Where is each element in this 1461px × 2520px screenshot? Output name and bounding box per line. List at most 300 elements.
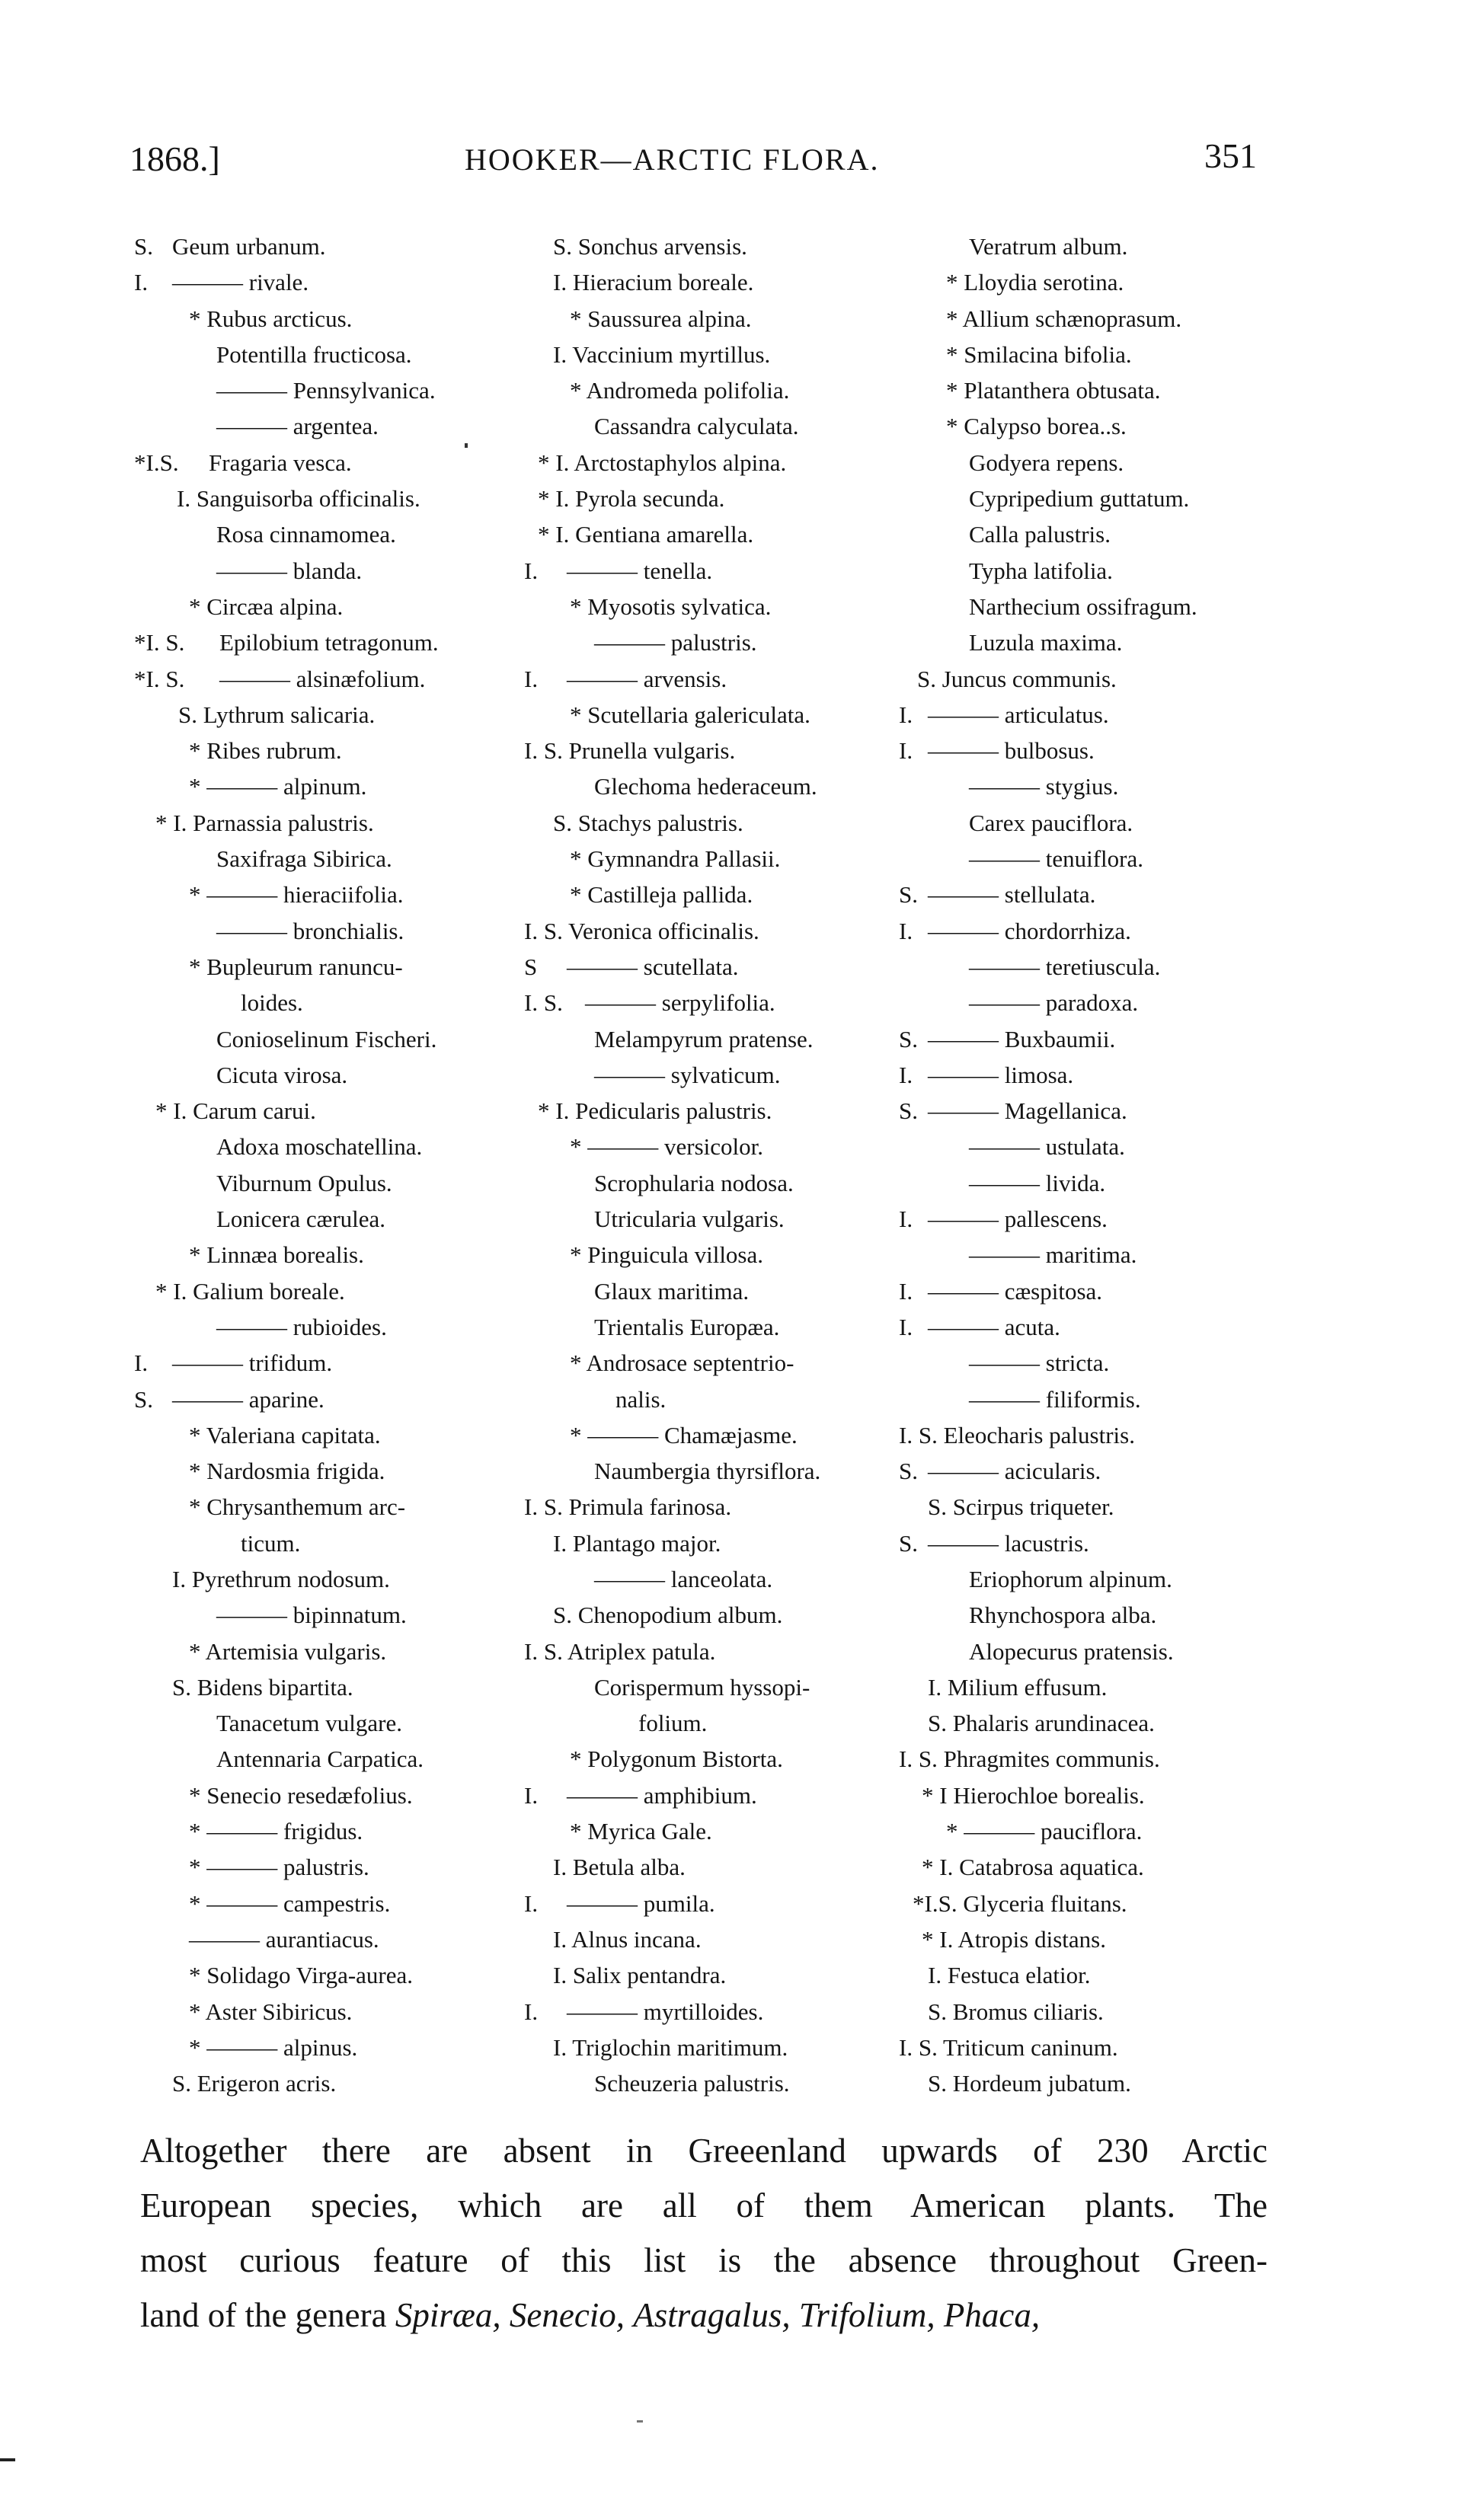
species-name: Cassandra calyculata.	[594, 413, 799, 440]
species-entry	[134, 1489, 530, 1525]
species-entry	[524, 1273, 920, 1309]
region-marker: I.	[899, 917, 913, 944]
species-entry	[524, 1201, 920, 1237]
species-entry	[899, 1309, 1295, 1345]
species-name: S. Bromus ciliaris.	[928, 1998, 1104, 2025]
region-marker: I.	[134, 269, 149, 296]
species-entry	[899, 2030, 1295, 2065]
species-name: Corispermum hyssopi-	[594, 1673, 810, 1701]
species-entry	[524, 372, 920, 408]
species-entry	[524, 1309, 920, 1345]
species-name: S. Stachys palustris.	[553, 809, 743, 836]
print-speck	[637, 2420, 643, 2423]
species-name: * Ribes rubrum.	[189, 737, 342, 765]
species-name: Cicuta virosa.	[216, 1061, 348, 1088]
species-entry	[134, 1597, 530, 1633]
species-name: * Nardosmia frigida.	[189, 1458, 385, 1485]
species-name: S. Hordeum jubatum.	[928, 2070, 1131, 2097]
species-name: I. S. Phragmites communis.	[899, 1745, 1160, 1773]
species-entry	[134, 1849, 530, 1885]
species-name: * I. Galium boreale.	[155, 1277, 345, 1305]
species-name: Scrophularia nodosa.	[594, 1169, 794, 1196]
species-entry	[524, 1886, 920, 1921]
species-entry	[899, 1886, 1295, 1921]
region-marker: I. S.	[524, 989, 563, 1017]
species-name: ——— aparine.	[172, 1385, 324, 1413]
region-marker: I.	[524, 665, 539, 692]
species-name: I. S. Prunella vulgaris.	[524, 737, 736, 765]
species-name: * ——— pauciflora.	[946, 1818, 1143, 1845]
species-entry	[134, 301, 530, 337]
species-entry	[899, 1453, 1295, 1489]
species-entry	[134, 1057, 530, 1093]
species-name: ——— acuta.	[928, 1313, 1060, 1340]
species-entry	[524, 1994, 920, 2030]
species-name: ——— lanceolata.	[594, 1565, 773, 1592]
header-year: 1868.]	[129, 139, 220, 178]
species-name: S. Phalaris arundinacea.	[928, 1710, 1155, 1737]
species-name: * Platanthera obtusata.	[946, 377, 1161, 404]
species-name: Conioselinum Fischeri.	[216, 1025, 437, 1052]
species-name: ——— blanda.	[216, 557, 363, 584]
species-name: * ——— hieraciifolia.	[189, 881, 404, 909]
species-name: S. Scirpus triqueter.	[928, 1493, 1114, 1521]
running-header	[129, 136, 1257, 200]
species-entry	[134, 1021, 530, 1057]
species-name: ——— chordorrhiza.	[928, 917, 1131, 944]
species-entry	[524, 1057, 920, 1093]
species-name: Cypripedium guttatum.	[969, 485, 1190, 513]
species-entry	[899, 228, 1295, 264]
species-name: S. Erigeron acris.	[172, 2070, 337, 2097]
genus-name: Senecio,	[509, 2296, 625, 2334]
species-entry	[899, 445, 1295, 481]
species-name: ——— tenella.	[567, 557, 713, 584]
species-entry	[134, 1886, 530, 1921]
genus-name: Trifolium,	[798, 2296, 935, 2334]
species-entry	[899, 1237, 1295, 1273]
species-entry	[134, 1453, 530, 1489]
species-name: I. S. Primula farinosa.	[524, 1493, 732, 1521]
species-name: I. Sanguisorba officinalis.	[177, 485, 420, 513]
region-marker: S.	[899, 1458, 918, 1485]
species-name: ——— aurantiacus.	[189, 1925, 379, 1953]
species-name: Alopecurus pratensis.	[969, 1637, 1174, 1665]
species-entry	[134, 264, 530, 300]
species-name: * I. Gentiana amarella.	[538, 521, 754, 548]
species-entry	[899, 1021, 1295, 1057]
species-name: Antennaria Carpatica.	[216, 1745, 424, 1773]
species-name: * I Hierochloe borealis.	[922, 1781, 1145, 1809]
species-name: * Polygonum Bistorta.	[570, 1745, 783, 1773]
species-entry	[134, 1273, 530, 1309]
species-entry	[134, 841, 530, 877]
species-entry	[134, 1741, 530, 1777]
species-name: Luzula maxima.	[969, 629, 1123, 656]
species-entry	[134, 949, 530, 985]
species-entry	[134, 805, 530, 841]
species-entry	[524, 228, 920, 264]
species-name: I. Vaccinium myrtillus.	[553, 340, 771, 368]
species-entry	[899, 1489, 1295, 1525]
region-marker: S.	[134, 233, 153, 260]
species-entry	[134, 1237, 530, 1273]
species-entry	[899, 661, 1295, 697]
species-entry	[524, 2030, 920, 2065]
species-name: * Allium schænoprasum.	[946, 305, 1182, 332]
species-entry	[524, 1849, 920, 1885]
species-name: * I. Carum carui.	[155, 1097, 316, 1125]
species-entry	[899, 1705, 1295, 1741]
species-name: * ——— palustris.	[189, 1854, 369, 1881]
species-name: ——— cæspitosa.	[928, 1277, 1103, 1305]
species-entry	[134, 1417, 530, 1453]
species-entry	[134, 1813, 530, 1849]
species-name: I. Hieracium boreale.	[553, 269, 754, 296]
region-marker: I.	[899, 701, 913, 728]
species-entry	[524, 1777, 920, 1813]
species-entry	[899, 1381, 1295, 1417]
species-name: Geum urbanum.	[172, 233, 326, 260]
species-entry	[899, 949, 1295, 985]
species-name: ——— bipinnatum.	[216, 1602, 407, 1629]
species-entry	[524, 1129, 920, 1164]
species-name: * Calypso borea..s.	[946, 413, 1127, 440]
species-name: I. Plantago major.	[553, 1529, 721, 1557]
species-name: I. S. Veronica officinalis.	[524, 917, 759, 944]
species-name: ——— stellulata.	[928, 881, 1096, 909]
species-entry	[134, 337, 530, 372]
species-entry	[899, 1994, 1295, 2030]
species-column-1	[134, 228, 530, 2101]
species-entry	[524, 1237, 920, 1273]
species-entry	[134, 733, 530, 768]
species-entry	[524, 733, 920, 768]
region-marker: I.	[524, 1889, 539, 1917]
species-entry	[134, 516, 530, 552]
species-entry	[134, 1201, 530, 1237]
region-marker: I.	[899, 1277, 913, 1305]
species-entry	[899, 408, 1295, 444]
species-name: Epilobium tetragonum.	[219, 629, 439, 656]
species-entry	[134, 1777, 530, 1813]
header-title: HOOKER—ARCTIC FLORA.	[465, 142, 880, 177]
species-name: ——— acicularis.	[928, 1458, 1101, 1485]
species-entry	[899, 516, 1295, 552]
species-entry	[899, 372, 1295, 408]
species-entry	[899, 805, 1295, 841]
species-entry	[524, 445, 920, 481]
species-name: * Myrica Gale.	[570, 1818, 712, 1845]
species-entry	[899, 1597, 1295, 1633]
region-marker: S.	[899, 881, 918, 909]
species-entry	[134, 1705, 530, 1741]
species-entry	[524, 1525, 920, 1561]
region-marker: I.	[134, 1349, 149, 1377]
species-entry	[899, 1093, 1295, 1129]
species-name: * Linnæa borealis.	[189, 1241, 364, 1269]
species-entry	[899, 1525, 1295, 1561]
species-entry	[899, 768, 1295, 804]
species-name: * Chrysanthemum arc-	[189, 1493, 406, 1521]
species-name: S. Lythrum salicaria.	[178, 701, 376, 728]
region-marker: S.	[134, 1385, 153, 1413]
paragraph-line: European species, which are all of them American plants. The	[140, 2186, 1268, 2225]
species-entry	[899, 877, 1295, 912]
region-marker: I.	[899, 1061, 913, 1088]
species-name: S. Bidens bipartita.	[172, 1673, 353, 1701]
species-entry	[524, 264, 920, 300]
species-name: ——— scutellata.	[567, 953, 739, 980]
species-name: ——— stygius.	[969, 773, 1119, 800]
species-name: ——— filiformis.	[969, 1385, 1141, 1413]
species-name: ——— limosa.	[928, 1061, 1074, 1088]
species-entry	[524, 877, 920, 912]
species-entry	[524, 913, 920, 949]
species-name: * Bupleurum ranuncu-	[189, 953, 403, 980]
species-name: * Lloydia serotina.	[946, 269, 1124, 296]
species-entry	[524, 1813, 920, 1849]
species-entry	[899, 1165, 1295, 1201]
species-name: ——— ustulata.	[969, 1133, 1125, 1161]
species-name: * Saussurea alpina.	[570, 305, 752, 332]
species-name: ——— palustris.	[594, 629, 757, 656]
species-entry	[524, 985, 920, 1020]
species-entry	[899, 481, 1295, 516]
species-entry	[134, 1669, 530, 1705]
paragraph-text: land of the genera	[140, 2296, 395, 2334]
species-name: nalis.	[615, 1385, 667, 1413]
species-name: ——— sylvaticum.	[594, 1061, 781, 1088]
species-name: * Artemisia vulgaris.	[189, 1637, 387, 1665]
species-entry	[524, 1957, 920, 1993]
species-name: ticum.	[241, 1529, 301, 1557]
species-entry	[134, 1093, 530, 1129]
species-name: ——— argentea.	[216, 413, 379, 440]
species-name: * Smilacina bifolia.	[946, 340, 1132, 368]
species-name: I. Pyrethrum nodosum.	[172, 1565, 390, 1592]
paragraph-line: Altogether there are absent in Greeenland upwards of 230 Arctic	[140, 2132, 1268, 2170]
paragraph-line	[140, 2288, 1268, 2343]
species-name: Calla palustris.	[969, 521, 1111, 548]
species-entry	[899, 1957, 1295, 1993]
species-entry	[134, 228, 530, 264]
species-name: ——— stricta.	[969, 1349, 1110, 1377]
species-name: Utricularia vulgaris.	[594, 1206, 785, 1233]
species-entry	[134, 1525, 530, 1561]
species-entry	[134, 1994, 530, 2030]
species-entry	[134, 553, 530, 589]
species-entry	[524, 2065, 920, 2101]
species-name: I. S. Triticum caninum.	[899, 2033, 1118, 2061]
species-entry	[899, 264, 1295, 300]
region-marker: I.	[524, 557, 539, 584]
species-entry	[134, 445, 530, 481]
species-name: ——— Pennsylvanica.	[216, 377, 436, 404]
species-entry	[524, 841, 920, 877]
region-marker: *I. S.	[134, 629, 185, 656]
species-entry	[134, 2065, 530, 2101]
species-name: Trientalis Europæa.	[594, 1313, 780, 1340]
species-entry	[899, 697, 1295, 733]
species-name: ——— bulbosus.	[928, 737, 1095, 765]
species-name: I. Alnus incana.	[553, 1925, 702, 1953]
species-name: * ——— frigidus.	[189, 1818, 363, 1845]
species-entry	[899, 624, 1295, 660]
species-entry	[134, 589, 530, 624]
species-entry	[134, 1129, 530, 1164]
species-name: ——— lacustris.	[928, 1529, 1089, 1557]
species-name: * Rubus arcticus.	[189, 305, 353, 332]
species-entry	[524, 589, 920, 624]
species-entry	[524, 661, 920, 697]
species-name: S. Chenopodium album.	[553, 1602, 783, 1629]
region-marker: I.	[524, 1781, 539, 1809]
species-entry	[134, 1634, 530, 1669]
species-name: ——— Magellanica.	[928, 1097, 1127, 1125]
species-entry	[524, 1417, 920, 1453]
species-entry	[524, 1705, 920, 1741]
species-name: * Scutellaria galericulata.	[570, 701, 810, 728]
species-name: folium.	[638, 1710, 708, 1737]
species-entry	[524, 768, 920, 804]
species-entry	[524, 1453, 920, 1489]
species-name: Eriophorum alpinum.	[969, 1565, 1172, 1592]
region-marker: *I. S.	[134, 665, 185, 692]
paragraph-line: most curious feature of this list is the absence throughout Green-	[140, 2241, 1268, 2279]
species-entry	[524, 1489, 920, 1525]
species-entry	[134, 1561, 530, 1597]
species-name: * Solidago Virga-aurea.	[189, 1962, 414, 1989]
species-name: Lonicera cærulea.	[216, 1206, 386, 1233]
print-speck	[465, 443, 468, 448]
species-name: ——— maritima.	[969, 1241, 1137, 1269]
region-marker: I.	[524, 1998, 539, 2025]
species-entry	[134, 372, 530, 408]
species-entry	[524, 805, 920, 841]
genus-name: Phaca,	[943, 2296, 1041, 2334]
species-name: * ——— alpinus.	[189, 2033, 358, 2061]
species-entry	[134, 661, 530, 697]
species-entry	[134, 697, 530, 733]
species-name: Rosa cinnamomea.	[216, 521, 396, 548]
species-name: Viburnum Opulus.	[216, 1169, 392, 1196]
species-name: Glechoma hederaceum.	[594, 773, 817, 800]
species-name: * I. Arctostaphylos alpina.	[538, 449, 787, 476]
species-name: ——— teretiuscula.	[969, 953, 1161, 980]
species-entry	[524, 516, 920, 552]
species-entry	[524, 1381, 920, 1417]
species-name: * I. Pyrola secunda.	[538, 485, 725, 513]
species-entry	[524, 1021, 920, 1057]
region-marker: *I.S.	[134, 449, 179, 476]
species-entry	[134, 1957, 530, 1993]
species-entry	[899, 553, 1295, 589]
species-entry	[524, 301, 920, 337]
species-name: Fragaria vesca.	[209, 449, 352, 476]
species-name: loides.	[241, 989, 303, 1017]
species-entry	[134, 1381, 530, 1417]
species-name: Rhynchospora alba.	[969, 1602, 1157, 1629]
species-name: I. Triglochin maritimum.	[553, 2033, 788, 2061]
species-name: ——— rubioides.	[216, 1313, 387, 1340]
species-entry	[899, 1921, 1295, 1957]
region-marker: I.	[899, 1206, 913, 1233]
region-marker: S.	[899, 1097, 918, 1125]
species-entry	[524, 1597, 920, 1633]
species-entry	[134, 877, 530, 912]
species-name: * ——— campestris.	[189, 1889, 391, 1917]
region-marker: I.	[899, 1313, 913, 1340]
species-entry	[134, 481, 530, 516]
species-entry	[524, 1634, 920, 1669]
species-entry	[899, 985, 1295, 1020]
species-entry	[134, 2030, 530, 2065]
species-name: * Senecio resedæfolius.	[189, 1781, 413, 1809]
genus-name: Spiræa,	[395, 2296, 501, 2334]
page-number: 351	[1204, 136, 1257, 175]
species-name: ——— Buxbaumii.	[928, 1025, 1116, 1052]
species-name: *I.S. Glyceria fluitans.	[913, 1889, 1127, 1917]
species-entry	[899, 337, 1295, 372]
species-entry	[899, 1634, 1295, 1669]
species-entry	[899, 1849, 1295, 1885]
species-name: Carex pauciflora.	[969, 809, 1133, 836]
species-entry	[524, 1165, 920, 1201]
species-entry	[899, 841, 1295, 877]
species-name: ——— articulatus.	[928, 701, 1109, 728]
species-entry	[899, 1813, 1295, 1849]
genus-name: Astragalus,	[633, 2296, 791, 2334]
species-name: I. Milium effusum.	[928, 1673, 1108, 1701]
species-name: * I. Catabrosa aquatica.	[922, 1854, 1144, 1881]
species-name: * Circæa alpina.	[189, 592, 344, 620]
species-name: * I. Parnassia palustris.	[155, 809, 374, 836]
species-name: ——— livida.	[969, 1169, 1106, 1196]
species-entry	[524, 1093, 920, 1129]
species-entry	[524, 1561, 920, 1597]
region-marker: S	[524, 953, 538, 980]
species-name: * Valeriana capitata.	[189, 1421, 381, 1448]
species-name: Adoxa moschatellina.	[216, 1133, 423, 1161]
species-name: ——— trifidum.	[172, 1349, 333, 1377]
species-entry	[899, 1561, 1295, 1597]
species-name: * ——— Chamæjasme.	[570, 1421, 798, 1448]
species-name: Potentilla fructicosa.	[216, 340, 412, 368]
species-name: * Pinguicula villosa.	[570, 1241, 764, 1269]
species-name: * Androsace septentrio-	[570, 1349, 794, 1377]
species-name: * I. Atropis distans.	[922, 1925, 1106, 1953]
species-entry	[524, 697, 920, 733]
species-name: Narthecium ossifragum.	[969, 592, 1197, 620]
body-paragraph	[140, 2123, 1268, 2343]
species-name: I. Betula alba.	[553, 1854, 686, 1881]
species-name: ——— bronchialis.	[216, 917, 404, 944]
species-name: * ——— versicolor.	[570, 1133, 763, 1161]
species-entry	[134, 985, 530, 1020]
species-name: ——— rivale.	[172, 269, 309, 296]
species-name: Veratrum album.	[969, 233, 1128, 260]
species-entry	[899, 733, 1295, 768]
species-entry	[899, 2065, 1295, 2101]
species-name: ——— amphibium.	[567, 1781, 757, 1809]
species-entry	[524, 481, 920, 516]
species-entry	[899, 1669, 1295, 1705]
species-name: Scheuzeria palustris.	[594, 2070, 790, 2097]
species-entry	[524, 624, 920, 660]
species-name: S. Sonchus arvensis.	[553, 233, 747, 260]
species-entry	[134, 913, 530, 949]
